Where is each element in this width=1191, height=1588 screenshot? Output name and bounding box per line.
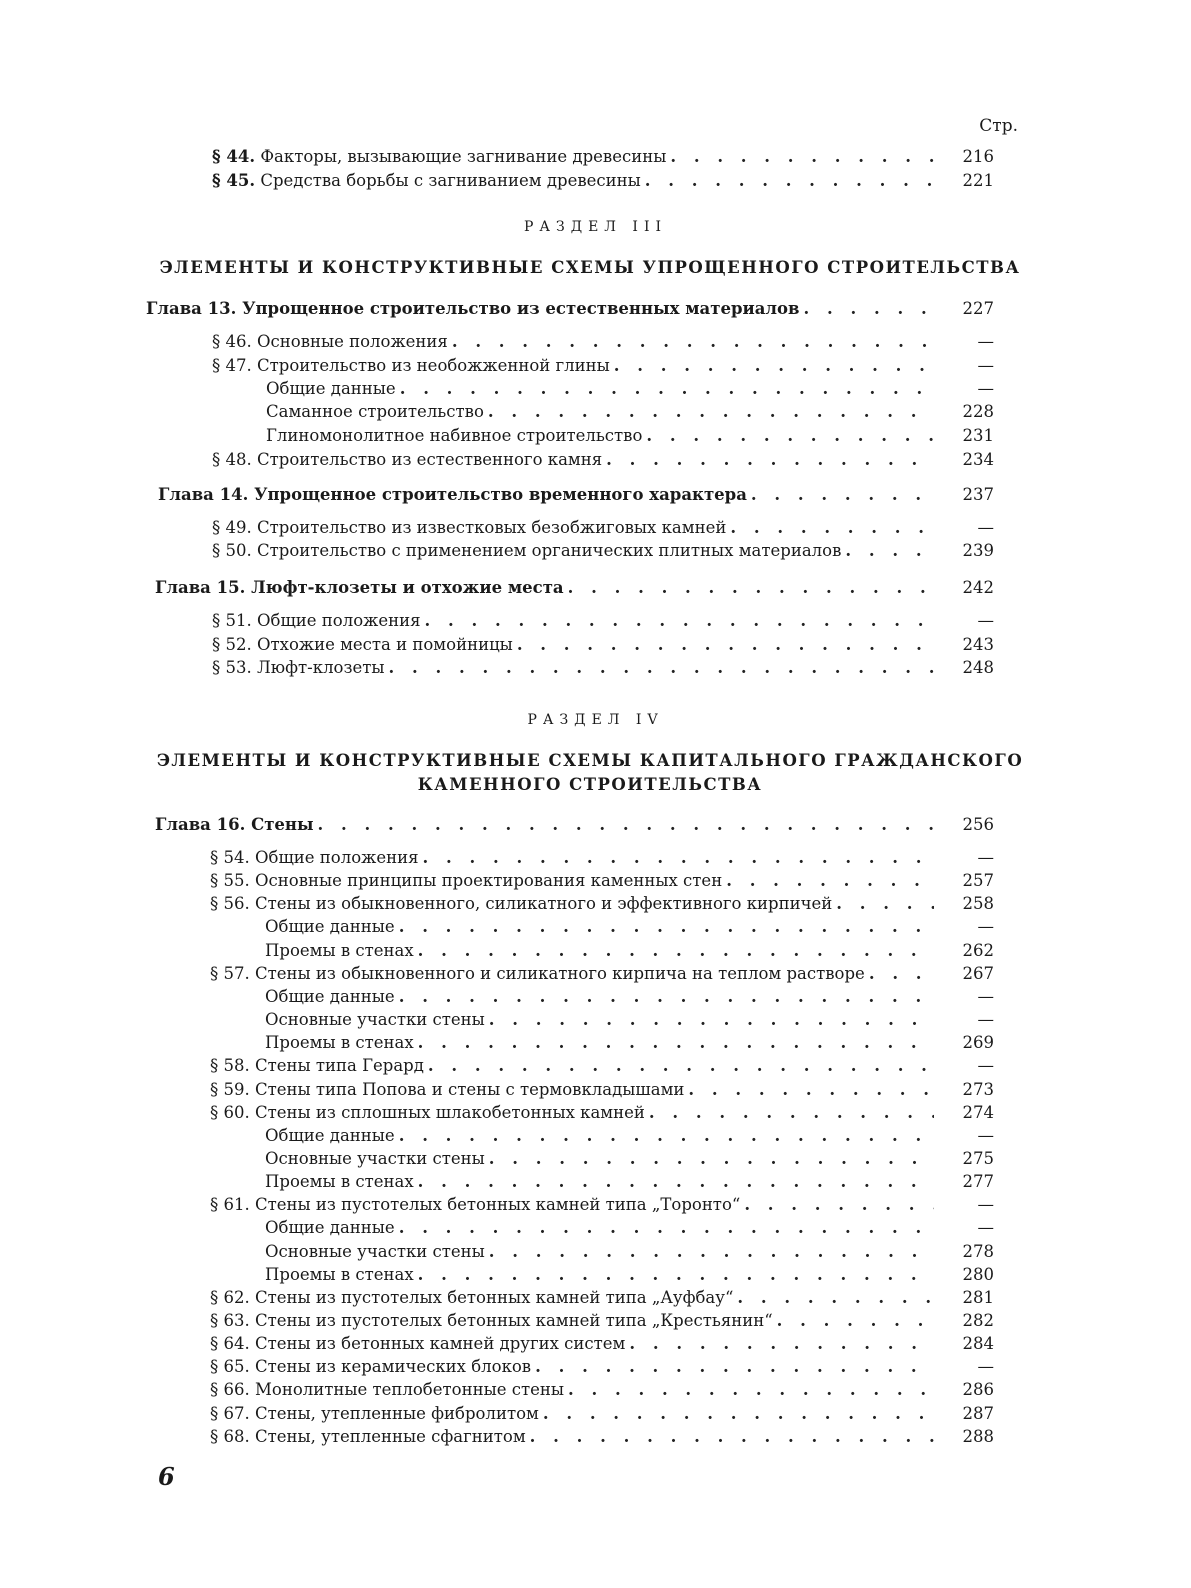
section-number: § 57. (210, 964, 250, 983)
toc-subentry (266, 424, 994, 448)
section-title: ЭЛЕМЕНТЫ И КОНСТРУКТИВНЫЕ СХЕМЫ УПРОЩЕННОГО СТРОИТЕЛЬСТВА (159, 258, 1021, 277)
leader-dots (530, 1425, 934, 1449)
page-ref: 216 (962, 147, 994, 166)
page-ref: 234 (962, 450, 994, 469)
toc-subentry (265, 1216, 994, 1240)
section-number: § 48. (212, 450, 252, 469)
leader-dots (418, 939, 934, 963)
page-ref: — (977, 518, 994, 537)
page-ref: 269 (962, 1033, 994, 1052)
leader-dots (777, 1309, 934, 1333)
section-number: § 64. (210, 1334, 250, 1353)
entry-title: Стены из сплошных шлакобетонных камней (255, 1103, 645, 1122)
entry-title: Стены из керамических блоков (255, 1357, 532, 1376)
toc-subentry (266, 377, 994, 401)
entry-title: Проемы в стенах (265, 1033, 414, 1052)
entry-title: Факторы, вызывающие загнивание древесины (260, 147, 667, 166)
page-ref: 228 (962, 402, 994, 421)
toc-subentry (265, 1124, 994, 1148)
toc-entry (212, 330, 994, 354)
page-ref: 280 (962, 1265, 994, 1284)
leader-dots (418, 1170, 934, 1194)
leader-dots (418, 1263, 934, 1287)
page-ref: 288 (962, 1427, 994, 1446)
page-ref: 277 (962, 1172, 994, 1191)
page-ref: 258 (962, 894, 994, 913)
entry-title: Стены из пустотелых бетонных камней типа „Ауфбау“ (255, 1288, 734, 1307)
chapter-title: Глава 15. Люфт-клозеты и отхожие места (155, 578, 564, 597)
toc-entry (210, 1078, 994, 1102)
leader-dots (399, 1124, 934, 1148)
page-ref: 239 (962, 541, 994, 560)
entry-title: Стены из обыкновенного, силикатного и эффективного кирпичей (255, 894, 833, 913)
toc-subentry (265, 939, 994, 963)
section-number: § 51. (212, 611, 252, 630)
section-number: § 59. (210, 1080, 250, 1099)
page-ref: — (977, 1056, 994, 1075)
section-number: § 63. (210, 1311, 250, 1330)
page-ref: 274 (962, 1103, 994, 1122)
page-ref: — (977, 356, 994, 375)
toc-entry (210, 1332, 994, 1356)
toc-subentry (265, 915, 994, 939)
chapter-entry (155, 576, 994, 600)
entry-title: Стены из пустотелых бетонных камней типа „Торонто“ (255, 1195, 741, 1214)
entry-title: Основные принципы проектирования каменных стен (255, 871, 723, 890)
section-number: § 49. (212, 518, 252, 537)
toc-entry (210, 1425, 994, 1449)
section-label: РАЗДЕЛ III (523, 219, 668, 235)
toc-entry (210, 1101, 994, 1125)
leader-dots (418, 1031, 934, 1055)
section-number: § 45. (212, 171, 256, 190)
leader-dots (836, 892, 934, 916)
entry-title: Строительство из необожженной глины (257, 356, 610, 375)
entry-title: Средства борьбы с загниванием древесины (260, 171, 641, 190)
entry-title: Стены из бетонных камней других систем (255, 1334, 626, 1353)
page-ref: 221 (962, 171, 994, 190)
chapter-title: Глава 13. Упрощенное строительство из естественных материалов (146, 299, 800, 318)
entry-title: Общие положения (257, 611, 421, 630)
toc-entry (210, 869, 994, 893)
leader-dots (423, 846, 934, 870)
leader-dots (744, 1193, 934, 1217)
toc-entry (212, 633, 994, 657)
page-ref: — (977, 332, 994, 351)
entry-title: Саманное строительство (266, 402, 484, 421)
page-ref: 267 (962, 964, 994, 983)
page-ref: — (977, 1195, 994, 1214)
section-number: § 56. (210, 894, 250, 913)
toc-entry (210, 892, 994, 916)
page-ref: 281 (962, 1288, 994, 1307)
entry-title: Общие данные (265, 917, 395, 936)
section-title-line1: ЭЛЕМЕНТЫ И КОНСТРУКТИВНЫЕ СХЕМЫ КАПИТАЛЬНОГО ГРАЖДАНСКОГО (156, 751, 1024, 770)
section-number: § 52. (212, 635, 252, 654)
chapter-entry (146, 297, 994, 321)
leader-dots (399, 1216, 934, 1240)
toc-subentry (266, 400, 994, 424)
page-ref: — (977, 611, 994, 630)
section-number: § 44. (212, 147, 256, 166)
leader-dots (568, 1378, 934, 1402)
section-number: § 66. (210, 1380, 250, 1399)
entry-title: Люфт-клозеты (257, 658, 385, 677)
entry-title: Строительство из естественного камня (257, 450, 603, 469)
page-ref: — (977, 987, 994, 1006)
entry-title: Проемы в стенах (265, 1172, 414, 1191)
entry-title: Стены из пустотелых бетонных камней типа „Крестьянин“ (255, 1311, 773, 1330)
leader-dots (737, 1286, 934, 1310)
entry-title: Глиномонолитное набивное строительство (266, 426, 643, 445)
toc-subentry (265, 1263, 994, 1287)
section-number: § 61. (210, 1195, 250, 1214)
leader-dots (489, 1240, 934, 1264)
leader-dots (489, 1147, 934, 1171)
entry-title: Проемы в стенах (265, 941, 414, 960)
page-ref: — (977, 1357, 994, 1376)
leader-dots (629, 1332, 934, 1356)
section-number: § 55. (210, 871, 250, 890)
toc-entry (212, 354, 994, 378)
toc-entry (212, 145, 994, 169)
section-number: § 60. (210, 1103, 250, 1122)
chapter-title: Глава 14. Упрощенное строительство временного характера (158, 485, 747, 504)
toc-subentry (265, 985, 994, 1009)
toc-entry (210, 1378, 994, 1402)
chapter-title: Глава 16. Стены (155, 815, 314, 834)
leader-dots (869, 962, 934, 986)
page-ref: — (977, 1218, 994, 1237)
leader-dots (399, 985, 934, 1009)
page-ref: — (977, 379, 994, 398)
page-ref: 278 (962, 1242, 994, 1261)
leader-dots (726, 869, 934, 893)
chapter-entry (155, 813, 994, 837)
section-title-line2: КАМЕННОГО СТРОИТЕЛЬСТВА (417, 775, 763, 794)
page-ref: 275 (962, 1149, 994, 1168)
leader-dots (649, 1101, 934, 1125)
section-number: § 58. (210, 1056, 250, 1075)
page-ref: 286 (962, 1380, 994, 1399)
section-number: § 62. (210, 1288, 250, 1307)
entry-title: Стены, утепленные фибролитом (255, 1404, 539, 1423)
toc-entry (212, 539, 994, 563)
entry-title: Строительство из известковых безобжиговых камней (257, 518, 727, 537)
entry-title: Отхожие места и помойницы (257, 635, 513, 654)
leader-dots (688, 1078, 934, 1102)
leader-dots (535, 1355, 934, 1379)
entry-title: Общие данные (265, 1126, 395, 1145)
section-number: § 68. (210, 1427, 250, 1446)
toc-entry (210, 962, 994, 986)
page-ref: 287 (962, 1404, 994, 1423)
toc-entry (212, 609, 994, 633)
entry-title: Общие данные (265, 1218, 395, 1237)
toc-entry (210, 1309, 994, 1333)
page-number: 6 (158, 1462, 175, 1491)
toc-entry (212, 516, 994, 540)
page-ref: 237 (962, 485, 994, 504)
entry-title: Стены типа Попова и стены с термовкладышами (255, 1080, 685, 1099)
entry-title: Основные положения (257, 332, 448, 351)
section-number: § 47. (212, 356, 252, 375)
page-ref: — (977, 1126, 994, 1145)
page-ref: 242 (962, 578, 994, 597)
toc-entry (212, 656, 994, 680)
entry-title: Основные участки стены (265, 1149, 485, 1168)
section-number: § 53. (212, 658, 252, 677)
chapter-entry (158, 483, 994, 507)
leader-dots (428, 1054, 934, 1078)
leader-dots (489, 1008, 934, 1032)
toc-entry (210, 1286, 994, 1310)
page-ref: — (977, 917, 994, 936)
toc-entry (212, 448, 994, 472)
toc-entry (210, 1355, 994, 1379)
entry-title: Основные участки стены (265, 1010, 485, 1029)
page-ref: — (977, 1010, 994, 1029)
section-number: § 54. (210, 848, 250, 867)
toc-subentry (265, 1170, 994, 1194)
page-ref: 282 (962, 1311, 994, 1330)
page-column-header: Стр. (979, 116, 1018, 136)
page-ref: 257 (962, 871, 994, 890)
entry-title: Стены, утепленные сфагнитом (255, 1427, 526, 1446)
page-ref: — (977, 848, 994, 867)
entry-title: Общие данные (265, 987, 395, 1006)
toc-subentry (265, 1031, 994, 1055)
section-number: § 50. (212, 541, 252, 560)
entry-title: Общие положения (255, 848, 419, 867)
entry-title: Стены из обыкновенного и силикатного кирпича на теплом растворе (255, 964, 865, 983)
toc-entry (210, 846, 994, 870)
page-ref: 256 (962, 815, 994, 834)
entry-title: Проемы в стенах (265, 1265, 414, 1284)
toc-entry (210, 1193, 994, 1217)
section-number: § 65. (210, 1357, 250, 1376)
entry-title: Основные участки стены (265, 1242, 485, 1261)
leader-dots (543, 1402, 934, 1426)
section-label: РАЗДЕЛ IV (527, 712, 664, 728)
page-ref: 231 (962, 426, 994, 445)
entry-title: Строительство с применением органических плитных материалов (257, 541, 842, 560)
toc-entry (212, 169, 994, 193)
page-ref: 273 (962, 1080, 994, 1099)
entry-title: Общие данные (266, 379, 396, 398)
page-ref: 284 (962, 1334, 994, 1353)
section-number: § 46. (212, 332, 252, 351)
toc-subentry (265, 1147, 994, 1171)
toc-entry (210, 1402, 994, 1426)
page-ref: 262 (962, 941, 994, 960)
toc-subentry (265, 1008, 994, 1032)
entry-title: Стены типа Герард (255, 1056, 424, 1075)
toc-entry (210, 1054, 994, 1078)
page-ref: 248 (962, 658, 994, 677)
page-ref: 227 (962, 299, 994, 318)
page-ref: 243 (962, 635, 994, 654)
toc-subentry (265, 1240, 994, 1264)
section-number: § 67. (210, 1404, 250, 1423)
entry-title: Монолитные теплобетонные стены (255, 1380, 564, 1399)
leader-dots (399, 915, 934, 939)
